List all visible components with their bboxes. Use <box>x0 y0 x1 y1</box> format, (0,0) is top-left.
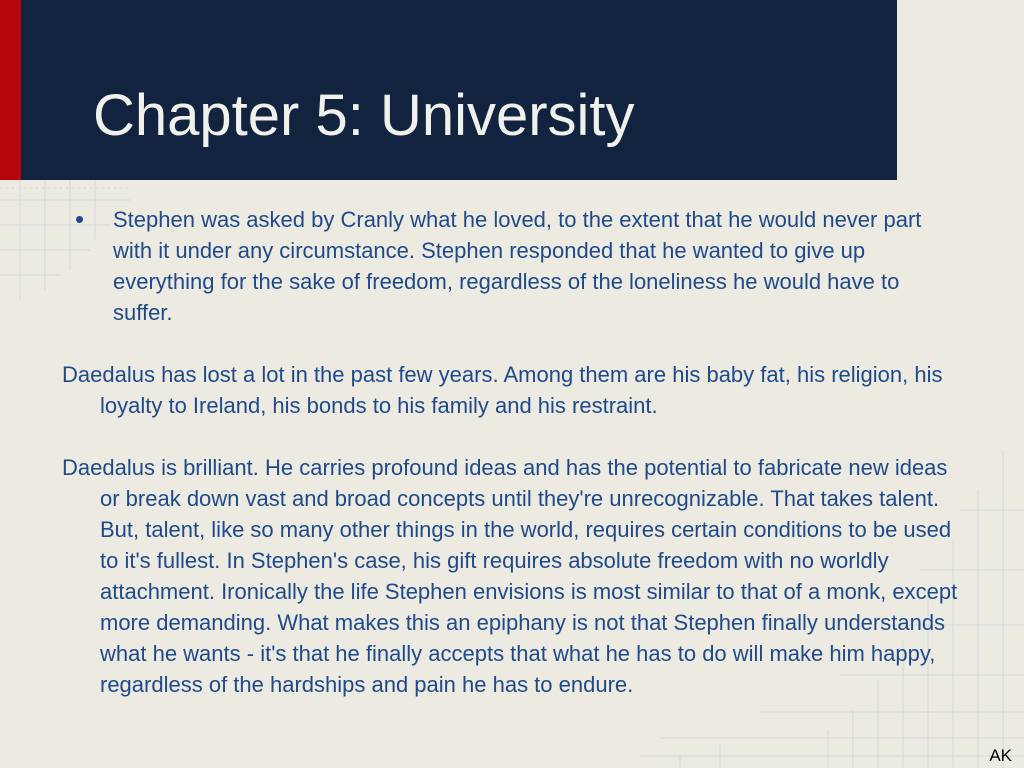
bullet-item <box>62 204 962 328</box>
accent-bar <box>0 0 21 180</box>
slide-title: Chapter 5: University <box>93 83 635 148</box>
author-initials: AK <box>989 746 1012 765</box>
bullet-text: Stephen was asked by Cranly what he loved, to the extent that he would never part with it under any circumstance. Stephen responded that he wanted to give up everything for the sake of freedom, regardless of the loneliness he would have to suffer. <box>113 207 922 325</box>
paragraph-losses: Daedalus has lost a lot in the past few years. Among them are his baby fat, his religion, his loyalty to Ireland, his bonds to his family and his restraint. <box>62 362 943 418</box>
slide-content <box>62 204 962 700</box>
paragraph-brilliance: Daedalus is brilliant. He carries profound ideas and has the potential to fabricate new ideas or break down vast and broad concepts until they're unrecognizable. That takes talent. But, talent, like so many other things in the world, requires certain conditions to be used to it's fullest. In Stephen's case, his gift requires absolute freedom with no worldly attachment. Ironically the life Stephen envisions is most similar to that of a monk, except more demanding. What makes this an epiphany is not that Stephen finally understands what he wants - it's that he finally accepts that what he has to do will make him happy, regardless of the hardships and pain he has to endure. <box>62 455 958 697</box>
bullet-dot-icon: • <box>75 204 85 234</box>
